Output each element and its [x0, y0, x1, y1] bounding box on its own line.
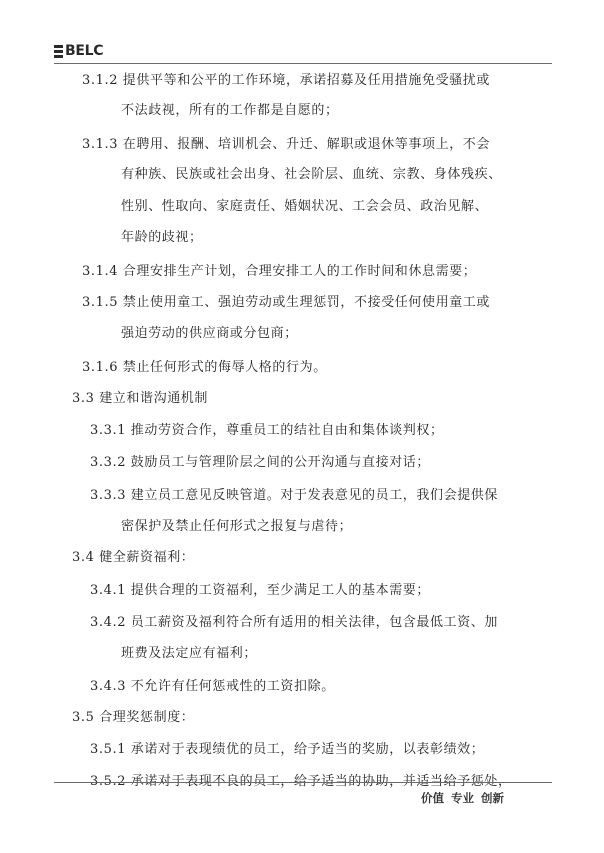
text-line: 密保护及禁止任何形式之报复与虐待； — [121, 519, 353, 534]
section-heading: 3.4 健全薪资福利： — [72, 550, 195, 565]
text-line: 3.5.1 承诺对于表现绩优的员工，给予适当的奖励，以表彰绩效； — [90, 742, 485, 757]
text-line: 3.5.2 承诺对于表现不良的员工，给予适当的协助，并适当给予惩处， — [90, 773, 512, 793]
text-line: 3.3.1 推动劳资合作，尊重员工的结社自由和集体谈判权； — [90, 423, 444, 438]
company-logo-icon — [54, 45, 63, 58]
text-line: 年龄的歧视； — [121, 230, 203, 245]
text-line: 3.1.6 禁止任何形式的侮辱人格的行为。 — [82, 360, 327, 375]
text-line: 3.1.4 合理安排生产计划，合理安排工人的工作时间和休息需要； — [82, 264, 477, 279]
text-line: 不法歧视，所有的工作都是自愿的； — [121, 103, 339, 118]
text-line: 班费及法定应有福利； — [121, 646, 258, 661]
footer-slogan: 价值 专业 创新 — [420, 791, 504, 805]
section-heading: 3.5 合理奖惩制度： — [72, 710, 195, 725]
text-line: 3.1.5 禁止使用童工、强迫劳动或生理惩罚，不接受任何使用童工或 — [82, 295, 491, 310]
text-line: 3.1.3 在聘用、报酬、培训机会、升迁、解职或退休等事项上，不会 — [82, 137, 491, 152]
text-line: 性别、性取向、家庭责任、婚姻状况、工会会员、政治见解、 — [121, 199, 489, 214]
text-line: 3.1.2 提供平等和公平的工作环境，承诺招募及任用措施免受骚扰或 — [82, 73, 491, 88]
footer-divider — [54, 782, 552, 783]
header-divider — [54, 63, 552, 64]
section-heading: 3.3 建立和谐沟通机制 — [72, 391, 209, 406]
text-line: 强迫劳动的供应商或分包商； — [121, 326, 298, 341]
text-line: 3.4.2 员工薪资及福利符合所有适用的相关法律，包含最低工资、加 — [90, 615, 499, 630]
text-line: 3.3.3 建立员工意见反映管道。对于发表意见的员工，我们会提供保 — [90, 488, 499, 503]
company-logo-text: BELC — [65, 43, 104, 59]
text-line: 3.3.2 鼓励员工与管理阶层之间的公开沟通与直接对话； — [90, 455, 431, 470]
text-line: 3.4.3 不允许有任何惩戒性的工资扣除。 — [90, 679, 335, 694]
page-header — [54, 40, 103, 62]
text-line: 3.4.1 提供合理的工资福利，至少满足工人的基本需要； — [90, 583, 431, 598]
text-line: 有种族、民族或社会出身、社会阶层、血统、宗教、身体残疾、 — [121, 167, 502, 182]
